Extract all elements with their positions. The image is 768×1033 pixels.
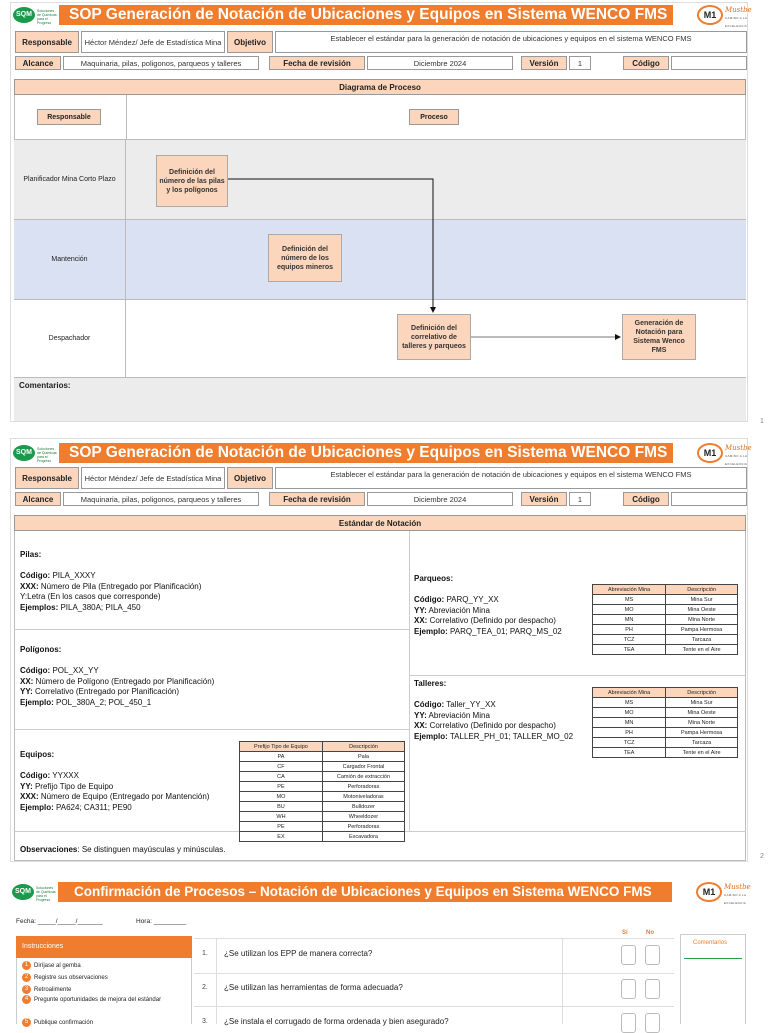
version-value: 1 [569,492,591,506]
process-box-equipos: Definición del número de los equipos mineros [268,234,342,282]
table-cell: PH [593,625,666,635]
table-row [593,748,738,758]
table-cell: Bulldozer [322,802,404,812]
responsable-value: Héctor Méndez/ Jefe de Estadística Mina [81,467,225,489]
talleres-mina-table [592,687,738,758]
table-row [240,762,405,772]
alcance-label: Alcance [15,492,61,506]
no-checkbox[interactable] [645,945,660,965]
table-cell: Perforadoras [322,822,404,832]
table-row [593,645,738,655]
mustbe-logo: Mustbe CAMINO A LA EXCELENCIA [725,444,752,466]
question-number: 3. [202,1018,208,1025]
table-row [593,625,738,635]
poligonos-section: Polígonos: Código: POL_XX_YY XX: Número de Polígono (Entregado por Planificación) YY: Correlativo (Entregado por Planificación) Ejemplo: POL_380A_2; POL_450_1 [20,645,215,707]
responsable-label: Responsable [15,31,79,53]
fecha-value: Diciembre 2024 [367,56,513,70]
table-cell: CA [240,772,323,782]
table-cell: MO [240,792,323,802]
table-cell: PE [240,822,323,832]
si-header: Sí [622,930,628,936]
table-cell: EX [240,832,323,842]
table-cell: WH [240,812,323,822]
si-checkbox[interactable] [621,979,636,999]
m1-logo: M1 [697,443,723,463]
flow-connectors [11,3,749,423]
table-row [593,615,738,625]
table-cell: Pampa Hermosa [666,625,738,635]
pilas-section: Pilas: Código: PILA_XXXY XXX: Número de Pila (Entregado por Planificación) Y:Letra (En los casos que corresponde) Ejemplos: PILA_380A; PILA_450 [20,550,202,612]
alcance-value: Maquinaria, pilas, poligonos, parqueos y talleres [63,492,259,506]
table-cell: Tente en el Aire [666,645,738,655]
fecha-field[interactable]: Fecha: _____/_____/_______ [16,918,103,925]
col-responsable: Responsable [37,109,101,125]
row-divider [194,1006,674,1007]
equipos-section: Equipos: Código: YYXXX YY: Prefijo Tipo de Equipo XXX: Número de Equipo (Entregado por Mantención) Ejemplo: PA624; CA311; PE90 [20,750,210,812]
codigo-label: Código [623,56,669,70]
table-header: Descripción [666,688,738,698]
table-cell: TEA [593,748,666,758]
instruction-step: 1 Diríjase al gemba [22,961,81,970]
table-header: Descripción [322,742,404,752]
sqm-logo: SQM Soluciones de Químicas para el Progreso [13,5,57,25]
table-cell: Mina Oeste [666,605,738,615]
process-box-talleres: Definición del correlativo de talleres y parqueos [397,314,471,360]
comentarios-area [14,377,746,421]
divider [409,675,746,676]
table-cell: MS [593,698,666,708]
table-row [240,752,405,762]
table-row [240,792,405,802]
question-number: 1. [202,950,208,957]
m1-logo: M1 [697,5,723,25]
table-cell: Mina Norte [666,718,738,728]
table-cell: PE [240,782,323,792]
comentarios-panel [680,934,746,1024]
si-checkbox[interactable] [621,945,636,965]
page-title: SOP Generación de Notación de Ubicaciones y Equipos en Sistema WENCO FMS [69,6,668,23]
table-cell: Mina Sur [666,698,738,708]
slide-header [10,880,751,905]
table-cell: Mina Oeste [666,708,738,718]
table-header: Abreviación Mina [593,688,666,698]
comentarios-label: Comentarios: [19,381,71,390]
table-cell: MN [593,615,666,625]
table-cell: Mina Sur [666,595,738,605]
table-cell: Perforadoras [322,782,404,792]
table-cell: Cargador Frontal [322,762,404,772]
alcance-value: Maquinaria, pilas, poligonos, parqueos y talleres [63,56,259,70]
table-row [240,772,405,782]
page-title: SOP Generación de Notación de Ubicaciones y Equipos en Sistema WENCO FMS [69,444,668,461]
table-row [240,782,405,792]
table-row [593,595,738,605]
table-row [593,718,738,728]
row-divider [194,938,674,939]
codigo-label: Código [623,492,669,506]
mustbe-logo: Mustbe CAMINO A LA EXCELENCIA [724,883,751,905]
alcance-label: Alcance [15,56,61,70]
page-title: Confirmación de Procesos – Notación de Ubicaciones y Equipos en Sistema WENCO FMS [74,884,652,899]
codigo-value [671,492,747,506]
instrucciones-header: Instrucciones [16,936,192,958]
sqm-logo: SQM Soluciones de Químicas para el Progreso [12,882,56,902]
table-row [593,728,738,738]
page-number: 2 [760,853,764,860]
no-checkbox[interactable] [645,979,660,999]
fecha-label: Fecha de revisión [269,56,365,70]
lane-label: Planificador Mina Corto Plazo [14,140,126,219]
table-header: Prefijo Tipo de Equipo [240,742,323,752]
slide-2 [10,438,752,862]
divider [14,729,409,730]
si-checkbox[interactable] [621,1013,636,1033]
table-cell: Tarcaza [666,738,738,748]
table-row [593,738,738,748]
responsable-value: Héctor Méndez/ Jefe de Estadística Mina [81,31,225,53]
process-box-pilas: Definición del número de las pilas y los polígonos [156,155,228,207]
version-label: Versión [521,56,567,70]
standard-title: Estándar de Notación [14,515,746,531]
column-divider [409,531,410,831]
table-cell: Motoniveladoras [322,792,404,802]
m1-logo: M1 [696,882,722,902]
divider [14,629,409,630]
diagram-title: Diagrama de Proceso [14,79,746,95]
parqueos-section: Parqueos: Código: PARQ_YY_XX YY: Abreviación Mina XX: Correlativo (Definido por despacho) Ejemplo: PARQ_TEA_01; PARQ_MS_02 [414,574,562,636]
table-cell: TCZ [593,738,666,748]
row-divider [194,973,674,974]
sqm-logo: SQM Soluciones de Químicas para el Progreso [13,443,57,463]
responsable-label: Responsable [15,467,79,489]
table-row [240,812,405,822]
question-text: ¿Se utilizan las herramientas de forma adecuada? [224,983,403,992]
table-cell: PA [240,752,323,762]
objetivo-label: Objetivo [227,31,273,53]
table-cell: MN [593,718,666,728]
fecha-value: Diciembre 2024 [367,492,513,506]
table-row [593,635,738,645]
slide-1 [10,2,752,422]
table-cell: TEA [593,645,666,655]
table-cell: Pampa Hermosa [666,728,738,738]
table-cell: CF [240,762,323,772]
comentarios-underline [684,958,742,959]
col-proceso: Proceso [409,109,459,125]
num-col-divider [216,938,217,1024]
fecha-label: Fecha de revisión [269,492,365,506]
observaciones: Observaciones: Se distinguen mayúsculas y minúsculas. [20,845,226,854]
instruction-step: 4 Pregunte oportunidades de mejora del estándar [22,995,161,1004]
slide-3 [10,878,751,1027]
check-col-divider [562,938,563,1024]
table-cell: BU [240,802,323,812]
table-cell: TCZ [593,635,666,645]
hora-field[interactable]: Hora: _________ [136,918,187,925]
table-cell: PH [593,728,666,738]
table-header: Descripción [666,585,738,595]
slide-header [11,441,752,466]
comentarios-title: Comentarios [693,940,728,946]
table-cell: MO [593,605,666,615]
table-cell: Wheeldozer [322,812,404,822]
equipos-table [239,741,405,842]
table-header: Abreviación Mina [593,585,666,595]
version-label: Versión [521,492,567,506]
parqueos-mina-table [592,584,738,655]
question-number: 2. [202,984,208,991]
lane-label: Mantención [14,220,126,299]
instruction-step: 2 Registre sus observaciones [22,973,108,982]
question-text: ¿Se instala el corrugado de forma ordenada y bien asegurado? [224,1017,449,1026]
table-cell: Pala [322,752,404,762]
instruction-step: 5 Publique confirmación [22,1018,93,1027]
question-text: ¿Se utilizan los EPP de manera correcta? [224,949,373,958]
table-row [240,802,405,812]
version-value: 1 [569,56,591,70]
mustbe-logo: Mustbe CAMINO A LA EXCELENCIA [725,6,752,28]
table-cell: MO [593,708,666,718]
table-row [240,832,405,842]
objetivo-value: Establecer el estándar para la generación de notación de ubicaciones y equipos en el sistema WENCO FMS [275,31,747,53]
table-row [593,605,738,615]
table-row [240,822,405,832]
no-header: No [646,930,654,936]
no-checkbox[interactable] [645,1013,660,1033]
table-cell: Camión de extracción [322,772,404,782]
table-cell: MS [593,595,666,605]
talleres-section: Talleres: Código: Taller_YY_XX YY: Abreviación Mina XX: Correlativo (Definido por despacho) Ejemplo: TALLER_PH_01; TALLER_MO_02 [414,679,574,741]
table-cell: Tente en el Aire [666,748,738,758]
objetivo-label: Objetivo [227,467,273,489]
process-box-wenco: Generación de Notación para Sistema Wenco FMS [622,314,696,360]
table-cell: Mina Norte [666,615,738,625]
table-cell: Excavadora [322,832,404,842]
page-number: 1 [760,418,764,425]
instruction-step: 3 Retroalimente [22,985,71,994]
table-cell: Tarcaza [666,635,738,645]
table-row [593,708,738,718]
objetivo-value: Establecer el estándar para la generación de notación de ubicaciones y equipos en el sistema WENCO FMS [275,467,747,489]
table-row [593,698,738,708]
lane-label: Despachador [14,300,126,377]
